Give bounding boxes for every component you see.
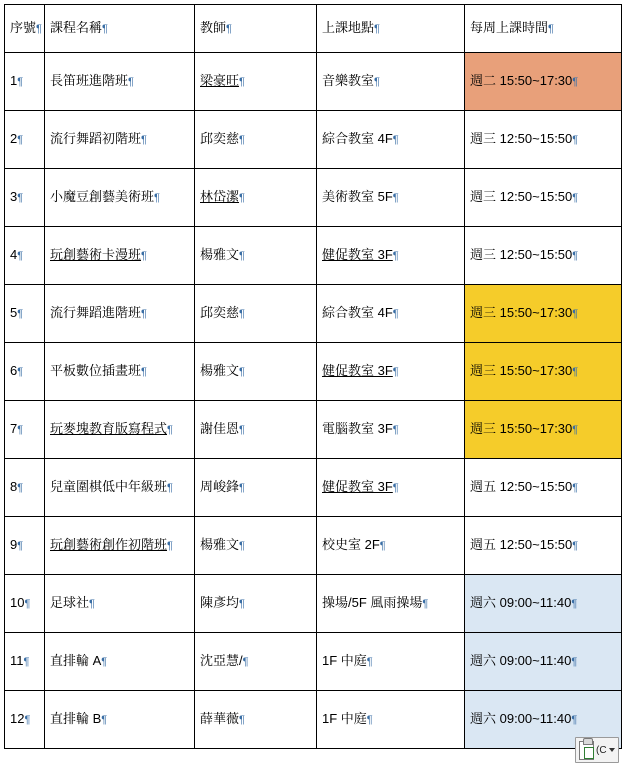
cell-course-label: 平板數位插畫班 bbox=[50, 363, 142, 379]
paste-options-label: (C bbox=[596, 744, 607, 756]
cell-course-label: 直排輪 B bbox=[50, 711, 102, 727]
cell-course-label: 玩麥塊教育版寫程式 bbox=[50, 421, 168, 437]
cell-no-label: 8 bbox=[10, 479, 18, 495]
cell-time-label: 週三 15:50~17:30 bbox=[470, 421, 573, 437]
paragraph-mark-icon: ¶ bbox=[17, 192, 24, 205]
cell-no-label: 9 bbox=[10, 537, 18, 553]
paragraph-mark-icon: ¶ bbox=[167, 424, 173, 437]
table-row bbox=[5, 111, 622, 169]
cell-course bbox=[45, 53, 195, 111]
cell-place-label: 1F 中庭 bbox=[322, 711, 367, 727]
column-header-time bbox=[465, 5, 622, 53]
cell-no bbox=[5, 691, 45, 749]
paragraph-mark-icon: ¶ bbox=[239, 308, 245, 321]
paragraph-mark-icon: ¶ bbox=[392, 308, 399, 321]
cell-no-label: 4 bbox=[10, 247, 18, 263]
cell-place-label: 綜合教室 4F bbox=[322, 131, 393, 147]
paragraph-mark-icon: ¶ bbox=[239, 192, 245, 205]
paragraph-mark-icon: ¶ bbox=[154, 192, 160, 205]
paragraph-mark-icon: ¶ bbox=[366, 714, 373, 727]
cell-time bbox=[465, 285, 622, 343]
cell-course bbox=[45, 633, 195, 691]
cell-time bbox=[465, 633, 622, 691]
cell-place-label: 1F 中庭 bbox=[322, 653, 367, 669]
table-header-row bbox=[5, 5, 622, 53]
cell-no-label: 3 bbox=[10, 189, 18, 205]
column-header-no-label: 序號 bbox=[10, 20, 37, 36]
cell-teacher bbox=[195, 53, 317, 111]
cell-no bbox=[5, 285, 45, 343]
table-body bbox=[5, 53, 622, 749]
column-header-course-label: 課程名稱 bbox=[50, 20, 103, 36]
column-header-place bbox=[317, 5, 465, 53]
table-row bbox=[5, 343, 622, 401]
paragraph-mark-icon: ¶ bbox=[24, 598, 31, 611]
paragraph-mark-icon: ¶ bbox=[572, 366, 579, 379]
paragraph-mark-icon: ¶ bbox=[571, 714, 578, 727]
cell-teacher-label: 梁豪旺 bbox=[200, 73, 240, 89]
chevron-down-icon bbox=[609, 748, 615, 752]
cell-no bbox=[5, 169, 45, 227]
cell-time-label: 週三 12:50~15:50 bbox=[470, 189, 573, 205]
cell-time bbox=[465, 169, 622, 227]
paste-options-button[interactable] bbox=[575, 737, 619, 763]
cell-time-label: 週二 15:50~17:30 bbox=[470, 73, 573, 89]
paragraph-mark-icon: ¶ bbox=[101, 714, 108, 727]
paragraph-mark-icon: ¶ bbox=[23, 656, 30, 669]
cell-time bbox=[465, 575, 622, 633]
cell-teacher bbox=[195, 459, 317, 517]
cell-teacher bbox=[195, 517, 317, 575]
cell-place bbox=[317, 401, 465, 459]
column-header-place-label: 上課地點 bbox=[322, 20, 375, 36]
paragraph-mark-icon: ¶ bbox=[141, 134, 147, 147]
cell-course-label: 玩創藝術卡漫班 bbox=[50, 247, 142, 263]
cell-teacher bbox=[195, 285, 317, 343]
cell-course bbox=[45, 285, 195, 343]
cell-course-label: 長笛班進階班 bbox=[50, 73, 129, 89]
table-row bbox=[5, 169, 622, 227]
cell-teacher-label: 周峻鋒 bbox=[200, 479, 240, 495]
paragraph-mark-icon: ¶ bbox=[239, 76, 245, 89]
table-row bbox=[5, 53, 622, 111]
cell-place-label: 操場/5F 風雨操場 bbox=[322, 595, 423, 611]
cell-place-label: 校史室 2F bbox=[322, 537, 380, 553]
paragraph-mark-icon: ¶ bbox=[226, 23, 232, 36]
cell-teacher-label: 陳彥均 bbox=[200, 595, 240, 611]
paragraph-mark-icon: ¶ bbox=[242, 656, 249, 669]
paragraph-mark-icon: ¶ bbox=[239, 598, 245, 611]
clipboard-paste-icon bbox=[579, 741, 594, 760]
cell-no bbox=[5, 227, 45, 285]
cell-course bbox=[45, 691, 195, 749]
paragraph-mark-icon: ¶ bbox=[571, 598, 578, 611]
cell-course-label: 流行舞蹈進階班 bbox=[50, 305, 142, 321]
cell-time-label: 週六 09:00~11:40 bbox=[470, 595, 572, 611]
paragraph-mark-icon: ¶ bbox=[17, 134, 24, 147]
paragraph-mark-icon: ¶ bbox=[128, 76, 134, 89]
cell-teacher-label: 薛華薇 bbox=[200, 711, 240, 727]
cell-place bbox=[317, 517, 465, 575]
paragraph-mark-icon: ¶ bbox=[141, 366, 147, 379]
cell-no bbox=[5, 459, 45, 517]
paragraph-mark-icon: ¶ bbox=[239, 134, 245, 147]
cell-place-label: 音樂教室 bbox=[322, 73, 375, 89]
paragraph-mark-icon: ¶ bbox=[366, 656, 373, 669]
cell-teacher-label: 楊雅文 bbox=[200, 363, 240, 379]
cell-course-label: 直排輪 A bbox=[50, 653, 102, 669]
cell-place bbox=[317, 169, 465, 227]
cell-time bbox=[465, 459, 622, 517]
paragraph-mark-icon: ¶ bbox=[141, 308, 147, 321]
cell-teacher-label: 沈亞慧/ bbox=[200, 653, 243, 669]
cell-place bbox=[317, 691, 465, 749]
cell-time-label: 週三 15:50~17:30 bbox=[470, 305, 573, 321]
cell-no-label: 5 bbox=[10, 305, 18, 321]
cell-no bbox=[5, 111, 45, 169]
cell-no bbox=[5, 401, 45, 459]
cell-no-label: 11 bbox=[10, 653, 24, 669]
paragraph-mark-icon: ¶ bbox=[392, 482, 399, 495]
cell-course bbox=[45, 343, 195, 401]
paragraph-mark-icon: ¶ bbox=[572, 192, 579, 205]
cell-place-label: 電腦教室 3F bbox=[322, 421, 393, 437]
cell-course bbox=[45, 111, 195, 169]
paragraph-mark-icon: ¶ bbox=[17, 482, 24, 495]
paragraph-mark-icon: ¶ bbox=[239, 424, 245, 437]
cell-no-label: 2 bbox=[10, 131, 18, 147]
cell-time bbox=[465, 111, 622, 169]
table-row bbox=[5, 459, 622, 517]
cell-time bbox=[465, 53, 622, 111]
table-row bbox=[5, 285, 622, 343]
column-header-teacher bbox=[195, 5, 317, 53]
cell-no bbox=[5, 343, 45, 401]
cell-course-label: 兒童圍棋低中年級班 bbox=[50, 479, 168, 495]
table-row bbox=[5, 575, 622, 633]
paragraph-mark-icon: ¶ bbox=[102, 23, 108, 36]
paragraph-mark-icon: ¶ bbox=[17, 308, 24, 321]
paragraph-mark-icon: ¶ bbox=[392, 134, 399, 147]
paragraph-mark-icon: ¶ bbox=[167, 540, 173, 553]
cell-teacher bbox=[195, 575, 317, 633]
paragraph-mark-icon: ¶ bbox=[548, 23, 554, 36]
table-row bbox=[5, 633, 622, 691]
paragraph-mark-icon: ¶ bbox=[374, 76, 380, 89]
paragraph-mark-icon: ¶ bbox=[17, 366, 24, 379]
column-header-course bbox=[45, 5, 195, 53]
cell-teacher bbox=[195, 111, 317, 169]
paragraph-mark-icon: ¶ bbox=[392, 366, 399, 379]
cell-no-label: 6 bbox=[10, 363, 18, 379]
cell-place bbox=[317, 343, 465, 401]
cell-course bbox=[45, 517, 195, 575]
table-row bbox=[5, 401, 622, 459]
class-schedule-table bbox=[4, 4, 622, 749]
cell-teacher bbox=[195, 633, 317, 691]
paragraph-mark-icon: ¶ bbox=[571, 656, 578, 669]
column-header-teacher-label: 教師 bbox=[200, 20, 227, 36]
cell-time bbox=[465, 517, 622, 575]
paragraph-mark-icon: ¶ bbox=[572, 134, 579, 147]
cell-place bbox=[317, 459, 465, 517]
paragraph-mark-icon: ¶ bbox=[572, 482, 579, 495]
column-header-time-label: 每周上課時間 bbox=[470, 20, 549, 36]
paragraph-mark-icon: ¶ bbox=[392, 192, 399, 205]
cell-place-label: 健促教室 3F bbox=[322, 363, 393, 379]
paragraph-mark-icon: ¶ bbox=[379, 540, 386, 553]
cell-no bbox=[5, 633, 45, 691]
cell-place-label: 美術教室 5F bbox=[322, 189, 393, 205]
cell-no bbox=[5, 517, 45, 575]
cell-time-label: 週五 12:50~15:50 bbox=[470, 479, 573, 495]
paragraph-mark-icon: ¶ bbox=[239, 482, 245, 495]
paragraph-mark-icon: ¶ bbox=[239, 714, 245, 727]
cell-time bbox=[465, 227, 622, 285]
table-row bbox=[5, 691, 622, 749]
table-row bbox=[5, 517, 622, 575]
cell-course-label: 小魔豆創藝美術班 bbox=[50, 189, 155, 205]
cell-teacher-label: 楊雅文 bbox=[200, 537, 240, 553]
cell-course bbox=[45, 459, 195, 517]
cell-place bbox=[317, 285, 465, 343]
paragraph-mark-icon: ¶ bbox=[572, 76, 579, 89]
paragraph-mark-icon: ¶ bbox=[572, 424, 579, 437]
paragraph-mark-icon: ¶ bbox=[17, 424, 24, 437]
cell-course bbox=[45, 575, 195, 633]
paragraph-mark-icon: ¶ bbox=[239, 540, 245, 553]
cell-time-label: 週三 12:50~15:50 bbox=[470, 247, 573, 263]
column-header-no bbox=[5, 5, 45, 53]
cell-teacher-label: 楊雅文 bbox=[200, 247, 240, 263]
cell-place bbox=[317, 575, 465, 633]
cell-place bbox=[317, 111, 465, 169]
cell-teacher-label: 林岱潔 bbox=[200, 189, 240, 205]
cell-time-label: 週六 09:00~11:40 bbox=[470, 653, 572, 669]
cell-place bbox=[317, 53, 465, 111]
cell-no-label: 12 bbox=[10, 711, 25, 727]
paragraph-mark-icon: ¶ bbox=[101, 656, 108, 669]
cell-time bbox=[465, 401, 622, 459]
table-row bbox=[5, 227, 622, 285]
cell-teacher-label: 邱奕慈 bbox=[200, 305, 240, 321]
cell-no-label: 1 bbox=[10, 73, 18, 89]
cell-teacher bbox=[195, 691, 317, 749]
paragraph-mark-icon: ¶ bbox=[572, 540, 579, 553]
cell-course-label: 玩創藝術創作初階班 bbox=[50, 537, 168, 553]
cell-course bbox=[45, 169, 195, 227]
cell-time bbox=[465, 343, 622, 401]
cell-course-label: 流行舞蹈初階班 bbox=[50, 131, 142, 147]
paragraph-mark-icon: ¶ bbox=[89, 598, 95, 611]
cell-course bbox=[45, 401, 195, 459]
paragraph-mark-icon: ¶ bbox=[167, 482, 173, 495]
cell-teacher bbox=[195, 401, 317, 459]
cell-no bbox=[5, 53, 45, 111]
cell-place-label: 健促教室 3F bbox=[322, 247, 393, 263]
paragraph-mark-icon: ¶ bbox=[392, 424, 399, 437]
cell-no-label: 10 bbox=[10, 595, 25, 611]
cell-teacher-label: 謝佳恩 bbox=[200, 421, 240, 437]
cell-teacher bbox=[195, 227, 317, 285]
paragraph-mark-icon: ¶ bbox=[36, 23, 42, 36]
paragraph-mark-icon: ¶ bbox=[17, 540, 24, 553]
cell-place-label: 綜合教室 4F bbox=[322, 305, 393, 321]
cell-place-label: 健促教室 3F bbox=[322, 479, 393, 495]
cell-teacher bbox=[195, 169, 317, 227]
cell-course-label: 足球社 bbox=[50, 595, 90, 611]
cell-time-label: 週六 09:00~11:40 bbox=[470, 711, 572, 727]
paragraph-mark-icon: ¶ bbox=[239, 366, 245, 379]
cell-place bbox=[317, 227, 465, 285]
paragraph-mark-icon: ¶ bbox=[24, 714, 31, 727]
cell-no bbox=[5, 575, 45, 633]
cell-time-label: 週五 12:50~15:50 bbox=[470, 537, 573, 553]
cell-no-label: 7 bbox=[10, 421, 18, 437]
paragraph-mark-icon: ¶ bbox=[374, 23, 380, 36]
cell-place bbox=[317, 633, 465, 691]
paragraph-mark-icon: ¶ bbox=[422, 598, 429, 611]
cell-teacher bbox=[195, 343, 317, 401]
cell-course bbox=[45, 227, 195, 285]
cell-time-label: 週三 15:50~17:30 bbox=[470, 363, 573, 379]
paragraph-mark-icon: ¶ bbox=[572, 250, 579, 263]
cell-time-label: 週三 12:50~15:50 bbox=[470, 131, 573, 147]
paragraph-mark-icon: ¶ bbox=[392, 250, 399, 263]
paragraph-mark-icon: ¶ bbox=[17, 76, 24, 89]
cell-teacher-label: 邱奕慈 bbox=[200, 131, 240, 147]
paragraph-mark-icon: ¶ bbox=[572, 308, 579, 321]
paragraph-mark-icon: ¶ bbox=[17, 250, 24, 263]
paragraph-mark-icon: ¶ bbox=[239, 250, 245, 263]
paragraph-mark-icon: ¶ bbox=[141, 250, 147, 263]
